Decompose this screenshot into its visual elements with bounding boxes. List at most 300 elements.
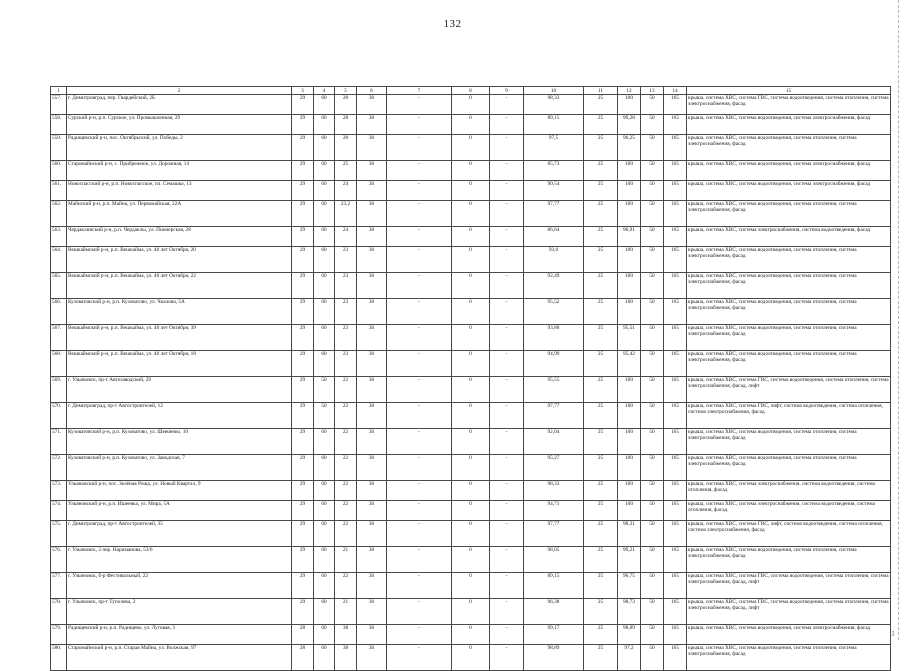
table-cell-col-5: 28 bbox=[335, 135, 357, 161]
table-row bbox=[51, 521, 891, 547]
column-number-8: 8 bbox=[452, 87, 490, 95]
table-cell-col-6: 30 bbox=[357, 227, 387, 247]
table-cell-col-12: 100 bbox=[618, 95, 641, 115]
table-row bbox=[51, 227, 891, 247]
table-cell-col-9: - bbox=[490, 181, 524, 201]
table-cell-col-6: 30 bbox=[357, 377, 387, 403]
table-cell-col-7: - bbox=[387, 625, 452, 645]
table-cell-col-11: 25 bbox=[584, 429, 618, 455]
table-cell-col-4: 60 bbox=[314, 481, 335, 501]
table-cell-col-12: 100 bbox=[618, 181, 641, 201]
table-cell-col-7: - bbox=[387, 645, 452, 671]
table-cell-col-15: крыша, система ХВС, система водоотведения, система отопления, система электроснабжения, фасад bbox=[687, 547, 891, 573]
table-cell-col-12: 100 bbox=[618, 455, 641, 481]
table-cell-col-12: 95,51 bbox=[618, 325, 641, 351]
table-cell-col-15: крыша, система ХВС, система ГВС, система водоотведения, система отопления, система электроснабжения, фасад bbox=[687, 95, 891, 115]
table-cell-col-14: 165 bbox=[664, 273, 687, 299]
column-number-12: 12 bbox=[618, 87, 641, 95]
table-cell-col-5: 24 bbox=[335, 181, 357, 201]
table-cell-col-12: 95,42 bbox=[618, 351, 641, 377]
table-cell-col-13: 50 bbox=[641, 645, 664, 671]
table-cell-col-2: г. Ульяновск, пр-т Автозаводский, 29 bbox=[67, 377, 292, 403]
table-cell-col-10: 86,64 bbox=[524, 227, 584, 247]
table-cell-col-15: крыша, система ХВС, система водоотведения, система электроснабжения, фасад bbox=[687, 625, 891, 645]
table-cell-col-5: 23 bbox=[335, 299, 357, 325]
table-body bbox=[51, 95, 891, 671]
table-cell-col-3: 29 bbox=[292, 573, 314, 599]
table-cell-col-6: 30 bbox=[357, 521, 387, 547]
table-cell-col-7: - bbox=[387, 599, 452, 625]
table-row bbox=[51, 645, 891, 671]
table-cell-col-6: 30 bbox=[357, 95, 387, 115]
table-cell-col-7: - bbox=[387, 115, 452, 135]
table-cell-col-8: 0 bbox=[452, 573, 490, 599]
table-cell-col-14: 165 bbox=[664, 377, 687, 403]
table-cell-col-14: 165 bbox=[664, 573, 687, 599]
column-number-15: 15 bbox=[687, 87, 891, 95]
table-cell-col-10: 93,88 bbox=[524, 325, 584, 351]
table-cell-col-14: 165 bbox=[664, 625, 687, 645]
table-cell-col-8: 0 bbox=[452, 481, 490, 501]
table-cell-col-12: 98,09 bbox=[618, 625, 641, 645]
table-cell-col-5: 24 bbox=[335, 227, 357, 247]
table-cell-col-6: 30 bbox=[357, 135, 387, 161]
table-cell-col-14: 165 bbox=[664, 247, 687, 273]
table-cell-col-4: 60 bbox=[314, 645, 335, 671]
table-cell-col-13: 50 bbox=[641, 135, 664, 161]
table-cell-col-5: 21 bbox=[335, 547, 357, 573]
table-cell-col-15: крыша, система ХВС, система водоотведения, система отопления, система электроснабжения, фасад bbox=[687, 247, 891, 273]
table-cell-col-4: 60 bbox=[314, 299, 335, 325]
table-cell-col-8: 0 bbox=[452, 501, 490, 521]
table-cell-col-10: 98,33 bbox=[524, 95, 584, 115]
table-cell-col-5: 28 bbox=[335, 115, 357, 135]
table-cell-col-8: 0 bbox=[452, 599, 490, 625]
table-cell-col-4: 60 bbox=[314, 625, 335, 645]
table-cell-col-13: 50 bbox=[641, 377, 664, 403]
table-cell-col-8: 0 bbox=[452, 325, 490, 351]
table-cell-col-1: 575. bbox=[51, 521, 67, 547]
table-cell-col-13: 50 bbox=[641, 481, 664, 501]
table-cell-col-2: Старомайнский р-н, р.п. Старая Майна, ул. Волжская, 97 bbox=[67, 645, 292, 671]
table-cell-col-15: крыша, система ХВС, система водоотведения, система отопления, система электроснабжения, фасад bbox=[687, 201, 891, 227]
table-cell-col-11: 25 bbox=[584, 227, 618, 247]
table-cell-col-7: - bbox=[387, 325, 452, 351]
table-cell-col-1: 569. bbox=[51, 377, 67, 403]
table-cell-col-9: - bbox=[490, 115, 524, 135]
table-cell-col-7: - bbox=[387, 547, 452, 573]
table-row bbox=[51, 201, 891, 227]
table-cell-col-11: 25 bbox=[584, 95, 618, 115]
table-cell-col-11: 25 bbox=[584, 273, 618, 299]
table-cell-col-14: 165 bbox=[664, 351, 687, 377]
table-cell-col-10: 85,73 bbox=[524, 161, 584, 181]
table-cell-col-7: - bbox=[387, 429, 452, 455]
table-cell-col-3: 29 bbox=[292, 95, 314, 115]
table-cell-col-15: крыша, система ХВС, система ГВС, лифт, система водоотведения, система отопления, система электроснабжения, фасад bbox=[687, 521, 891, 547]
table-cell-col-4: 60 bbox=[314, 247, 335, 273]
table-cell-col-9: - bbox=[490, 573, 524, 599]
table-cell-col-8: 0 bbox=[452, 135, 490, 161]
table-cell-col-9: - bbox=[490, 501, 524, 521]
table-cell-col-1: 564. bbox=[51, 247, 67, 273]
table-cell-col-9: - bbox=[490, 645, 524, 671]
table-cell-col-4: 60 bbox=[314, 351, 335, 377]
table-cell-col-11: 25 bbox=[584, 299, 618, 325]
table-cell-col-12: 98,73 bbox=[618, 599, 641, 625]
table-cell-col-13: 50 bbox=[641, 273, 664, 299]
table-cell-col-13: 50 bbox=[641, 299, 664, 325]
table-cell-col-6: 30 bbox=[357, 481, 387, 501]
table-cell-col-4: 50 bbox=[314, 377, 335, 403]
table-cell-col-4: 60 bbox=[314, 115, 335, 135]
table-cell-col-2: г. Димитровград, пр-т Автостроителей, 12 bbox=[67, 403, 292, 429]
table-cell-col-14: 165 bbox=[664, 201, 687, 227]
table-cell-col-13: 50 bbox=[641, 625, 664, 645]
table-cell-col-9: - bbox=[490, 599, 524, 625]
table-cell-col-7: - bbox=[387, 501, 452, 521]
table-cell-col-3: 29 bbox=[292, 299, 314, 325]
table-cell-col-1: 580. bbox=[51, 645, 67, 671]
table-row bbox=[51, 481, 891, 501]
table-row bbox=[51, 181, 891, 201]
table-cell-col-7: - bbox=[387, 481, 452, 501]
table-cell-col-3: 29 bbox=[292, 135, 314, 161]
table-cell-col-3: 29 bbox=[292, 247, 314, 273]
table-cell-col-6: 30 bbox=[357, 201, 387, 227]
table-cell-col-2: Ульяновский р-н, р.п. Ишеевка, ул. Мира, 5А bbox=[67, 501, 292, 521]
table-cell-col-9: - bbox=[490, 135, 524, 161]
table-cell-col-7: - bbox=[387, 181, 452, 201]
page-number: 132 bbox=[443, 18, 462, 30]
table-cell-col-2: Майнский р-н, р.п. Майна, ул. Первомайская, 22А bbox=[67, 201, 292, 227]
table-cell-col-14: 165 bbox=[664, 501, 687, 521]
table-cell-col-10: 97,5 bbox=[524, 135, 584, 161]
table-cell-col-15: крыша, система ХВС, система водоотведения, система отопления, система электроснабжения, фасад bbox=[687, 273, 891, 299]
table-cell-col-1: 565. bbox=[51, 273, 67, 299]
table-cell-col-10: 98,05 bbox=[524, 547, 584, 573]
table-cell-col-1: 566. bbox=[51, 299, 67, 325]
table-cell-col-1: 573. bbox=[51, 481, 67, 501]
table-cell-col-7: - bbox=[387, 351, 452, 377]
table-cell-col-1: 577. bbox=[51, 573, 67, 599]
table-cell-col-1: 558. bbox=[51, 115, 67, 135]
table-cell-col-4: 60 bbox=[314, 547, 335, 573]
table-cell-col-3: 29 bbox=[292, 161, 314, 181]
table-cell-col-13: 50 bbox=[641, 521, 664, 547]
table-cell-col-6: 30 bbox=[357, 573, 387, 599]
table-cell-col-15: крыша, система ХВС, система ГВС, система водоотведения, система отопления, система электроснабжения, фасад, лифт bbox=[687, 599, 891, 625]
table-cell-col-5: 22 bbox=[335, 573, 357, 599]
column-number-7: 7 bbox=[387, 87, 452, 95]
table-cell-col-5: 22 bbox=[335, 521, 357, 547]
table-cell-col-2: Вешкаймский р-н, р.п. Вешкайма, ул. 40 лет Октября, 20 bbox=[67, 247, 292, 273]
table-cell-col-3: 28 bbox=[292, 625, 314, 645]
table-cell-col-7: - bbox=[387, 273, 452, 299]
table-cell-col-8: 0 bbox=[452, 181, 490, 201]
table-cell-col-8: 0 bbox=[452, 273, 490, 299]
table-cell-col-10: 95,52 bbox=[524, 299, 584, 325]
column-number-9: 9 bbox=[490, 87, 524, 95]
table-cell-col-11: 25 bbox=[584, 377, 618, 403]
table-cell-col-7: - bbox=[387, 403, 452, 429]
table-cell-col-1: 576. bbox=[51, 547, 67, 573]
column-number-1: 1 bbox=[51, 87, 67, 95]
table-cell-col-4: 60 bbox=[314, 201, 335, 227]
table-cell-col-11: 25 bbox=[584, 573, 618, 599]
table-cell-col-13: 50 bbox=[641, 455, 664, 481]
table-cell-col-2: Сурский р-н, р.п. Сурское, ул. Промышленная, 29 bbox=[67, 115, 292, 135]
table-cell-col-11: 25 bbox=[584, 547, 618, 573]
table-cell-col-8: 0 bbox=[452, 403, 490, 429]
table-cell-col-3: 29 bbox=[292, 481, 314, 501]
table-cell-col-10: 94,99 bbox=[524, 351, 584, 377]
column-number-5: 5 bbox=[335, 87, 357, 95]
table-cell-col-13: 50 bbox=[641, 351, 664, 377]
table-cell-col-2: Кузоватовский р-н, р.п. Кузоватово, ул. Шевченко, 10 bbox=[67, 429, 292, 455]
table-cell-col-4: 60 bbox=[314, 95, 335, 115]
table-cell-col-14: 165 bbox=[664, 455, 687, 481]
table-cell-col-7: - bbox=[387, 95, 452, 115]
table-cell-col-10: 92,49 bbox=[524, 273, 584, 299]
table-cell-col-15: крыша, система ХВС, система водоотведения, система отопления, система электроснабжения, фасад bbox=[687, 645, 891, 671]
table-row bbox=[51, 429, 891, 455]
table-cell-col-10: 97,77 bbox=[524, 403, 584, 429]
table-cell-col-2: Новоспасский р-н, р.п. Новоспасское, пл. Семашко, 13 bbox=[67, 181, 292, 201]
table-cell-col-2: г. Димитровград, пер. Гвардейский, 2Б bbox=[67, 95, 292, 115]
table-cell-col-6: 30 bbox=[357, 625, 387, 645]
table-cell-col-9: - bbox=[490, 247, 524, 273]
column-number-14: 14 bbox=[664, 87, 687, 95]
table-row bbox=[51, 501, 891, 521]
table-cell-col-9: - bbox=[490, 377, 524, 403]
table-cell-col-3: 29 bbox=[292, 403, 314, 429]
column-number-4: 4 bbox=[314, 87, 335, 95]
table-cell-col-5: 22 bbox=[335, 403, 357, 429]
table-cell-col-12: 98,31 bbox=[618, 521, 641, 547]
table-cell-col-14: 165 bbox=[664, 325, 687, 351]
table-cell-col-3: 29 bbox=[292, 351, 314, 377]
table-cell-col-2: Кузоватовский р-н, р.п. Кузоватово, ул. Чкалова, 5А bbox=[67, 299, 292, 325]
table-cell-col-10: 99,17 bbox=[524, 625, 584, 645]
table-cell-col-9: - bbox=[490, 161, 524, 181]
table-cell-col-2: г. Ульяновск, пр-т Туполева, 2 bbox=[67, 599, 292, 625]
table-cell-col-1: 559. bbox=[51, 135, 67, 161]
table-cell-col-15: крыша, система ХВС, система водоотведения, система электроснабжения, фасад bbox=[687, 181, 891, 201]
table-cell-col-5: 22 bbox=[335, 481, 357, 501]
table-cell-col-9: - bbox=[490, 625, 524, 645]
table-cell-col-10: 95,27 bbox=[524, 455, 584, 481]
table-cell-col-15: крыша, система ХВС, система водоотведения, система отопления, система электроснабжения, фасад bbox=[687, 299, 891, 325]
table-cell-col-12: 96,25 bbox=[618, 135, 641, 161]
table-cell-col-9: - bbox=[490, 273, 524, 299]
table-cell-col-9: - bbox=[490, 481, 524, 501]
table-cell-col-14: 165 bbox=[664, 645, 687, 671]
table-cell-col-4: 60 bbox=[314, 521, 335, 547]
table-cell-col-3: 29 bbox=[292, 227, 314, 247]
table-cell-col-3: 29 bbox=[292, 455, 314, 481]
table-row bbox=[51, 299, 891, 325]
table-row bbox=[51, 351, 891, 377]
table-cell-col-10: 93,6 bbox=[524, 247, 584, 273]
table-cell-col-3: 28 bbox=[292, 645, 314, 671]
table-cell-col-15: крыша, система ХВС, система ГВС, система водоотведения, система отопления, система электроснабжения, фасад, лифт bbox=[687, 377, 891, 403]
table-cell-col-2: Кузоватовский р-н, р.п. Кузоватово, ул. Заводская, 7 bbox=[67, 455, 292, 481]
table-cell-col-4: 60 bbox=[314, 573, 335, 599]
table-cell-col-2: г. Димитровград, пр-т Автостроителей, 35 bbox=[67, 521, 292, 547]
table-cell-col-14: 165 bbox=[664, 429, 687, 455]
table-cell-col-3: 29 bbox=[292, 181, 314, 201]
table-row bbox=[51, 547, 891, 573]
table-cell-col-5: 23 bbox=[335, 247, 357, 273]
table-cell-col-6: 30 bbox=[357, 325, 387, 351]
table-cell-col-3: 29 bbox=[292, 325, 314, 351]
table-row bbox=[51, 403, 891, 429]
table-cell-col-8: 0 bbox=[452, 547, 490, 573]
table-cell-col-2: Ульяновский р-н, пос. Зелёная Роща, ул. Новый Квартал, 9 bbox=[67, 481, 292, 501]
table-cell-col-5: 23,2 bbox=[335, 201, 357, 227]
table-cell-col-10: 97,77 bbox=[524, 201, 584, 227]
table-cell-col-13: 50 bbox=[641, 573, 664, 599]
table-cell-col-7: - bbox=[387, 247, 452, 273]
table-cell-col-8: 0 bbox=[452, 521, 490, 547]
table-cell-col-7: - bbox=[387, 521, 452, 547]
table-cell-col-8: 0 bbox=[452, 625, 490, 645]
table-cell-col-9: - bbox=[490, 403, 524, 429]
table-cell-col-8: 0 bbox=[452, 95, 490, 115]
table-cell-col-13: 50 bbox=[641, 547, 664, 573]
table-cell-col-6: 30 bbox=[357, 247, 387, 273]
table-cell-col-12: 100 bbox=[618, 501, 641, 521]
table-cell-col-3: 29 bbox=[292, 501, 314, 521]
table-row bbox=[51, 377, 891, 403]
table-cell-col-1: 560. bbox=[51, 161, 67, 181]
table-cell-col-2: Чердаклинский р-н, р.п. Чердаклы, ул. Пионерская, 28 bbox=[67, 227, 292, 247]
table-cell-col-1: 572. bbox=[51, 455, 67, 481]
table-cell-col-5: 38 bbox=[335, 645, 357, 671]
table-cell-col-5: 21 bbox=[335, 599, 357, 625]
table-cell-col-15: крыша, система ХВС, система ГВС, лифт, система водоотведения, система отопления, система электроснабжения, фасад bbox=[687, 403, 891, 429]
table-cell-col-12: 100 bbox=[618, 247, 641, 273]
table-cell-col-13: 50 bbox=[641, 227, 664, 247]
table-cell-col-4: 60 bbox=[314, 273, 335, 299]
table-cell-col-2: Старомайнский р-н, с. Прибрежное, ул. Дорожная, 14 bbox=[67, 161, 292, 181]
table-cell-col-2: Радищевский р-н, р.п. Радищево, ул. Луговая, 3 bbox=[67, 625, 292, 645]
table-cell-col-15: крыша, система ХВС, система водоотведения, система отопления, система электроснабжения, фасад bbox=[687, 455, 891, 481]
table-cell-col-6: 30 bbox=[357, 161, 387, 181]
table-cell-col-8: 0 bbox=[452, 201, 490, 227]
table-cell-col-2: г. Ульяновск, б-р Фестивальный, 22 bbox=[67, 573, 292, 599]
table-cell-col-9: - bbox=[490, 95, 524, 115]
table-cell-col-12: 99,21 bbox=[618, 547, 641, 573]
table-cell-col-8: 0 bbox=[452, 455, 490, 481]
column-number-6: 6 bbox=[357, 87, 387, 95]
table-cell-col-14: 165 bbox=[664, 161, 687, 181]
table-cell-col-4: 60 bbox=[314, 161, 335, 181]
table-cell-col-7: - bbox=[387, 135, 452, 161]
table-cell-col-11: 25 bbox=[584, 599, 618, 625]
column-number-row bbox=[51, 87, 891, 95]
table-cell-col-9: - bbox=[490, 429, 524, 455]
table-cell-col-6: 30 bbox=[357, 501, 387, 521]
table-cell-col-4: 60 bbox=[314, 135, 335, 161]
table-cell-col-7: - bbox=[387, 201, 452, 227]
table-cell-col-11: 25 bbox=[584, 645, 618, 671]
table-cell-col-8: 0 bbox=[452, 115, 490, 135]
table-cell-col-1: 570. bbox=[51, 403, 67, 429]
table-cell-col-14: 165 bbox=[664, 547, 687, 573]
column-number-11: 11 bbox=[584, 87, 618, 95]
table-cell-col-3: 29 bbox=[292, 599, 314, 625]
table-cell-col-5: 22 bbox=[335, 501, 357, 521]
table-cell-col-1: 579. bbox=[51, 625, 67, 645]
table-cell-col-8: 0 bbox=[452, 377, 490, 403]
table-cell-col-14: 165 bbox=[664, 521, 687, 547]
table-cell-col-14: 165 bbox=[664, 95, 687, 115]
table-cell-col-14: 165 bbox=[664, 599, 687, 625]
table-cell-col-12: 100 bbox=[618, 403, 641, 429]
table-cell-col-2: г. Ульяновск, 2 пер. Нариманова, 53/6 bbox=[67, 547, 292, 573]
table-cell-col-6: 30 bbox=[357, 351, 387, 377]
table-cell-col-3: 29 bbox=[292, 377, 314, 403]
table-cell-col-6: 30 bbox=[357, 599, 387, 625]
table-cell-col-15: крыша, система ХВС, система водоотведения, система отопления, система электроснабжения, фасад bbox=[687, 351, 891, 377]
table-cell-col-7: - bbox=[387, 161, 452, 181]
table-cell-col-10: 98,89 bbox=[524, 645, 584, 671]
table-row bbox=[51, 625, 891, 645]
table-cell-col-5: 23 bbox=[335, 273, 357, 299]
table-cell-col-10: 92,04 bbox=[524, 429, 584, 455]
table-cell-col-10: 89,15 bbox=[524, 115, 584, 135]
table-cell-col-8: 0 bbox=[452, 299, 490, 325]
table-cell-col-13: 50 bbox=[641, 181, 664, 201]
table-cell-col-9: - bbox=[490, 227, 524, 247]
table-cell-col-14: 165 bbox=[664, 403, 687, 429]
table-cell-col-11: 25 bbox=[584, 135, 618, 161]
table-cell-col-15: крыша, система ХВС, система водоотведения, система отопления, система электроснабжения, фасад bbox=[687, 135, 891, 161]
table-cell-col-10: 95,55 bbox=[524, 377, 584, 403]
table-cell-col-15: крыша, система ХВС, система ГВС, система водоотведения, система отопления, система электроснабжения, фасад, лифт bbox=[687, 573, 891, 599]
table-cell-col-14: 165 bbox=[664, 181, 687, 201]
table-row bbox=[51, 115, 891, 135]
table-cell-col-10: 97,77 bbox=[524, 521, 584, 547]
table-cell-col-13: 50 bbox=[641, 201, 664, 227]
table-row bbox=[51, 325, 891, 351]
table-cell-col-13: 50 bbox=[641, 429, 664, 455]
table-cell-col-14: 165 bbox=[664, 299, 687, 325]
table-cell-col-4: 60 bbox=[314, 181, 335, 201]
table-cell-col-7: - bbox=[387, 573, 452, 599]
table-cell-col-12: 100 bbox=[618, 299, 641, 325]
table-cell-col-9: - bbox=[490, 299, 524, 325]
column-number-13: 13 bbox=[641, 87, 664, 95]
table-row bbox=[51, 573, 891, 599]
table-cell-col-1: 568. bbox=[51, 351, 67, 377]
table-cell-col-14: 165 bbox=[664, 227, 687, 247]
table-cell-col-4: 60 bbox=[314, 227, 335, 247]
table-cell-col-9: - bbox=[490, 325, 524, 351]
table-cell-col-4: 60 bbox=[314, 599, 335, 625]
table-row bbox=[51, 247, 891, 273]
table-cell-col-4: 60 bbox=[314, 429, 335, 455]
table-cell-col-15: крыша, система ХВС, система водоотведения, система электроснабжения, фасад bbox=[687, 115, 891, 135]
table-cell-col-13: 50 bbox=[641, 161, 664, 181]
table-cell-col-6: 30 bbox=[357, 429, 387, 455]
table-cell-col-11: 25 bbox=[584, 201, 618, 227]
table-cell-col-1: 563. bbox=[51, 227, 67, 247]
table-cell-col-14: 165 bbox=[664, 135, 687, 161]
column-number-2: 2 bbox=[67, 87, 292, 95]
